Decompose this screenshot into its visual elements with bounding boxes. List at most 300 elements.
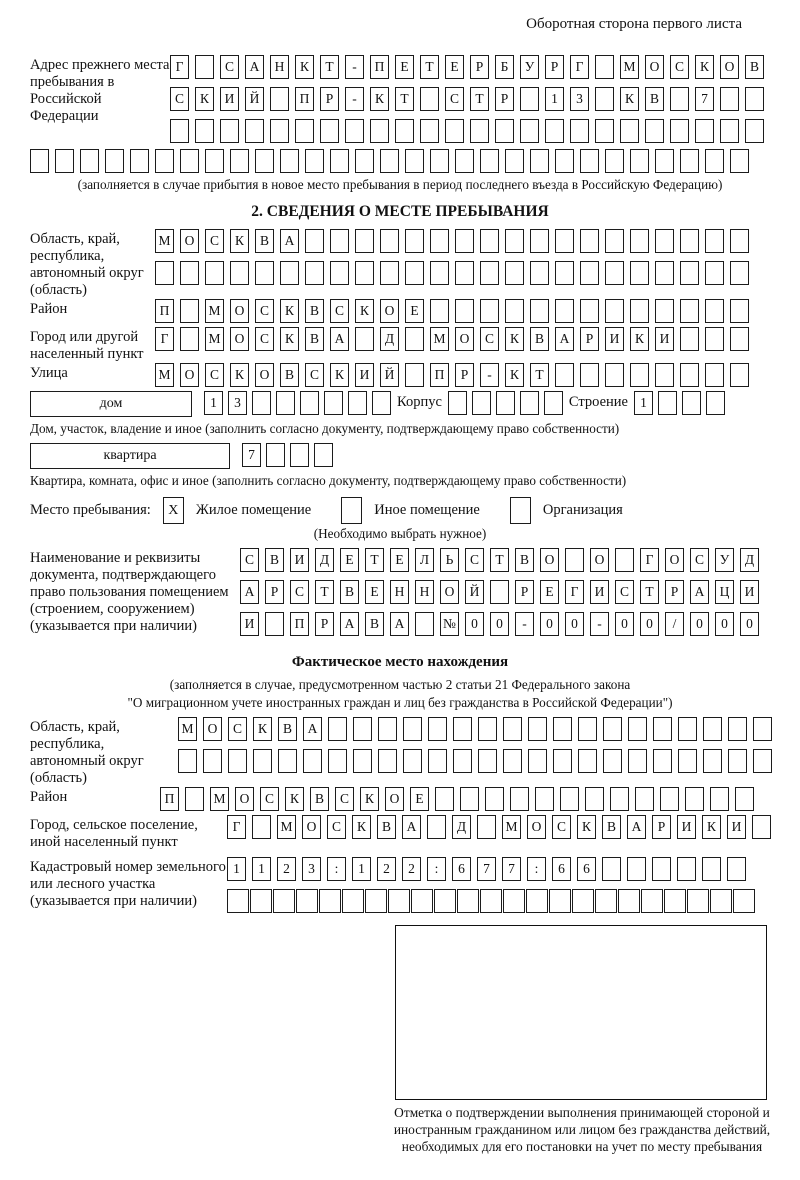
form-cell <box>703 749 722 773</box>
form-cell: И <box>655 327 674 351</box>
form-cell: С <box>690 548 709 572</box>
form-cell: Й <box>380 363 399 387</box>
form-cell: М <box>430 327 449 351</box>
form-cell <box>570 119 589 143</box>
district-row <box>155 299 749 323</box>
form-cell <box>555 149 574 173</box>
korpus-cells <box>448 391 563 415</box>
form-cell: П <box>295 87 314 111</box>
form-cell: Р <box>652 815 671 839</box>
form-cell: / <box>665 612 684 636</box>
street-block <box>30 363 770 391</box>
form-cell <box>528 749 547 773</box>
form-cell <box>273 889 295 913</box>
form-cell <box>485 787 504 811</box>
form-cell: Р <box>580 327 599 351</box>
form-cell <box>680 229 699 253</box>
form-cell <box>378 749 397 773</box>
form-cell <box>155 261 174 285</box>
prev-address-row-1 <box>170 55 764 79</box>
form-cell <box>195 119 214 143</box>
form-cell <box>330 261 349 285</box>
form-cell: К <box>702 815 721 839</box>
form-cell <box>250 889 272 913</box>
form-cell <box>503 749 522 773</box>
region-row-1 <box>155 229 749 253</box>
form-cell <box>680 149 699 173</box>
apartment-note: Квартира, комната, офис и иное (заполнить согласно документу, подтверждающему право собственности) <box>30 473 627 488</box>
form-cell: А <box>555 327 574 351</box>
form-cell: Д <box>315 548 334 572</box>
form-cell <box>578 717 597 741</box>
form-cell: 2 <box>277 857 296 881</box>
city-block <box>30 327 770 363</box>
form-cell: Е <box>365 580 384 604</box>
form-cell <box>276 391 295 415</box>
form-cell <box>195 55 214 79</box>
form-cell: 6 <box>577 857 596 881</box>
form-cell: 0 <box>690 612 709 636</box>
form-cell <box>353 749 372 773</box>
city-label: Город или другой населенный пункт <box>30 329 144 362</box>
form-cell: Ь <box>440 548 459 572</box>
form-cell <box>455 299 474 323</box>
form-cell: А <box>240 580 259 604</box>
form-cell: - <box>345 87 364 111</box>
form-cell: К <box>370 87 389 111</box>
form-cell: Т <box>420 55 439 79</box>
form-cell: С <box>445 87 464 111</box>
district-label: Район <box>30 301 68 317</box>
form-cell <box>720 87 739 111</box>
form-cell <box>580 149 599 173</box>
form-cell <box>430 261 449 285</box>
form-cell: С <box>330 299 349 323</box>
form-cell: 7 <box>242 443 261 467</box>
actual-location-note-2: "О миграционном учете иностранных граждан и лиц без гражданства в Российской Федерации") <box>127 695 673 710</box>
form-cell <box>710 889 732 913</box>
form-cell: К <box>505 363 524 387</box>
form-cell <box>530 299 549 323</box>
document-row-1 <box>240 548 759 572</box>
form-cell: И <box>590 580 609 604</box>
form-cell <box>228 749 247 773</box>
section2-title: 2. СВЕДЕНИЯ О МЕСТЕ ПРЕБЫВАНИЯ <box>251 203 549 220</box>
form-cell: Д <box>740 548 759 572</box>
form-cell <box>477 815 496 839</box>
form-cell: Н <box>415 580 434 604</box>
form-cell: : <box>527 857 546 881</box>
form-cell: 3 <box>570 87 589 111</box>
form-cell <box>328 749 347 773</box>
form-cell: К <box>280 299 299 323</box>
form-cell <box>745 119 764 143</box>
form-cell: М <box>205 299 224 323</box>
form-cell: К <box>330 363 349 387</box>
form-cell: М <box>155 229 174 253</box>
form-cell <box>205 149 224 173</box>
form-cell: Й <box>245 87 264 111</box>
form-cell: Н <box>270 55 289 79</box>
form-cell: К <box>230 229 249 253</box>
region-row-2 <box>155 261 749 285</box>
form-cell: В <box>265 548 284 572</box>
form-cell <box>480 229 499 253</box>
form-cell <box>555 299 574 323</box>
form-cell: 0 <box>540 612 559 636</box>
form-cell: О <box>540 548 559 572</box>
form-cell <box>655 229 674 253</box>
form-cell: Й <box>465 580 484 604</box>
form-cell: У <box>520 55 539 79</box>
form-cell: Д <box>380 327 399 351</box>
street-row <box>155 363 749 387</box>
form-cell: В <box>365 612 384 636</box>
form-cell <box>314 443 333 467</box>
form-cell: Т <box>365 548 384 572</box>
form-cell <box>705 149 724 173</box>
form-cell <box>303 749 322 773</box>
form-cell: А <box>340 612 359 636</box>
form-cell <box>580 229 599 253</box>
form-cell <box>620 119 639 143</box>
stay-type-option-organization: Организация <box>542 502 623 518</box>
form-cell <box>380 149 399 173</box>
form-cell <box>602 857 621 881</box>
form-cell: Е <box>395 55 414 79</box>
form-cell: О <box>665 548 684 572</box>
form-cell <box>505 299 524 323</box>
form-cell: Т <box>530 363 549 387</box>
form-cell <box>480 889 502 913</box>
form-cell <box>378 717 397 741</box>
al-region-label: Область, край, республика, автономный округ (область) <box>30 719 144 786</box>
form-cell: В <box>255 229 274 253</box>
form-cell <box>702 857 721 881</box>
form-cell <box>445 119 464 143</box>
form-cell: 0 <box>465 612 484 636</box>
form-cell: Р <box>495 87 514 111</box>
form-cell <box>535 787 554 811</box>
form-cell: К <box>505 327 524 351</box>
form-cell <box>655 149 674 173</box>
form-cell: Е <box>410 787 429 811</box>
form-cell <box>252 391 271 415</box>
form-cell: Р <box>545 55 564 79</box>
form-cell <box>520 391 539 415</box>
form-cell: С <box>255 327 274 351</box>
form-cell <box>730 299 749 323</box>
form-cell: 2 <box>402 857 421 881</box>
form-cell <box>645 119 664 143</box>
form-cell: С <box>260 787 279 811</box>
apartment-box: квартира <box>30 443 230 469</box>
confirmation-stamp-note: Отметка о подтверждении выполнения принимающей стороной и иностранным гражданином или лицом без гражданства действий, необходимых для его постановки на учет по месту пребывания <box>393 1105 771 1154</box>
form-cell <box>630 229 649 253</box>
form-cell: С <box>240 548 259 572</box>
form-cell: С <box>220 55 239 79</box>
form-cell <box>630 363 649 387</box>
form-cell <box>415 612 434 636</box>
cadastre-grid <box>227 857 755 917</box>
form-cell: С <box>552 815 571 839</box>
form-cell <box>270 87 289 111</box>
form-cell <box>530 149 549 173</box>
form-cell <box>595 119 614 143</box>
form-cell: С <box>327 815 346 839</box>
form-cell <box>505 229 524 253</box>
form-cell: В <box>530 327 549 351</box>
form-cell: 0 <box>565 612 584 636</box>
form-cell: М <box>210 787 229 811</box>
form-cell: А <box>690 580 709 604</box>
form-cell <box>478 749 497 773</box>
form-cell: 0 <box>640 612 659 636</box>
form-cell: Ц <box>715 580 734 604</box>
form-cell <box>615 548 634 572</box>
form-cell: Р <box>470 55 489 79</box>
form-cell: - <box>480 363 499 387</box>
form-cell <box>560 787 579 811</box>
form-cell <box>300 391 319 415</box>
form-cell: О <box>440 580 459 604</box>
prev-address-row-2 <box>170 87 764 111</box>
form-cell <box>455 229 474 253</box>
form-cell <box>130 149 149 173</box>
form-cell <box>503 889 525 913</box>
form-cell: Т <box>395 87 414 111</box>
form-cell <box>355 149 374 173</box>
form-cell <box>245 119 264 143</box>
form-cell <box>480 261 499 285</box>
form-cell <box>630 149 649 173</box>
form-cell: О <box>455 327 474 351</box>
form-cell <box>603 717 622 741</box>
form-cell: 7 <box>695 87 714 111</box>
form-cell <box>380 229 399 253</box>
form-cell <box>503 717 522 741</box>
form-cell: С <box>465 548 484 572</box>
form-cell: К <box>695 55 714 79</box>
form-cell <box>720 119 739 143</box>
form-cell <box>630 261 649 285</box>
form-cell <box>435 787 454 811</box>
form-cell <box>520 119 539 143</box>
form-cell: В <box>305 299 324 323</box>
form-cell <box>728 749 747 773</box>
form-cell <box>453 749 472 773</box>
form-cell <box>370 119 389 143</box>
form-cell <box>170 119 189 143</box>
form-cell: Т <box>490 548 509 572</box>
form-cell <box>595 55 614 79</box>
form-cell <box>510 787 529 811</box>
form-cell: 3 <box>228 391 247 415</box>
form-cell: И <box>727 815 746 839</box>
form-cell: О <box>590 548 609 572</box>
form-cell: Г <box>640 548 659 572</box>
al-city-block <box>30 815 770 851</box>
form-cell <box>745 87 764 111</box>
form-cell: М <box>205 327 224 351</box>
house-note: Дом, участок, владение и иное (заполнить согласно документу, подтверждающему право собственности) <box>30 421 620 436</box>
form-cell: И <box>240 612 259 636</box>
form-cell: В <box>278 717 297 741</box>
apartment-cells <box>242 443 333 467</box>
form-cell: И <box>220 87 239 111</box>
form-cell <box>470 119 489 143</box>
stay-type-note: (Необходимо выбрать нужное) <box>313 526 487 541</box>
form-cell: С <box>615 580 634 604</box>
form-cell: Г <box>227 815 246 839</box>
form-cell <box>549 889 571 913</box>
form-cell <box>290 443 309 467</box>
form-cell <box>578 749 597 773</box>
stay-type-checkbox-organization <box>510 497 531 524</box>
form-cell: В <box>280 363 299 387</box>
form-cell <box>480 149 499 173</box>
prev-address-row-3 <box>170 119 764 143</box>
form-cell <box>641 889 663 913</box>
al-district-block <box>30 787 770 815</box>
form-cell <box>230 149 249 173</box>
form-cell <box>730 363 749 387</box>
form-cell <box>342 889 364 913</box>
form-cell <box>227 889 249 913</box>
form-cell <box>355 261 374 285</box>
form-cell: 0 <box>740 612 759 636</box>
form-cell <box>265 612 284 636</box>
cadastre-row-1 <box>227 857 755 881</box>
form-cell: К <box>360 787 379 811</box>
form-cell: У <box>715 548 734 572</box>
form-cell <box>682 391 701 415</box>
form-cell: Л <box>415 548 434 572</box>
form-cell <box>434 889 456 913</box>
form-cell <box>580 363 599 387</box>
form-cell <box>680 261 699 285</box>
form-cell: Е <box>405 299 424 323</box>
form-cell <box>565 548 584 572</box>
form-cell: М <box>178 717 197 741</box>
form-cell: Т <box>470 87 489 111</box>
form-cell <box>253 749 272 773</box>
street-label: Улица <box>30 365 68 381</box>
form-cell: О <box>230 327 249 351</box>
form-cell <box>430 229 449 253</box>
form-cell: Б <box>495 55 514 79</box>
stay-type-option-other: Иное помещение <box>374 502 480 518</box>
form-cell <box>544 391 563 415</box>
form-cell: В <box>602 815 621 839</box>
al-region-block <box>30 717 770 787</box>
form-cell <box>660 787 679 811</box>
korpus-label: Корпус <box>397 394 442 410</box>
form-cell <box>520 87 539 111</box>
form-cell: К <box>285 787 304 811</box>
actual-location-title: Фактическое место нахождения <box>291 654 509 670</box>
form-cell <box>630 299 649 323</box>
stay-type-row <box>30 497 770 524</box>
form-cell <box>553 717 572 741</box>
prev-address-grid <box>170 55 764 147</box>
form-cell: К <box>253 717 272 741</box>
form-cell <box>705 363 724 387</box>
form-cell: К <box>280 327 299 351</box>
form-cell <box>553 749 572 773</box>
form-cell: Е <box>445 55 464 79</box>
al-region-row-1 <box>178 717 772 741</box>
form-cell: А <box>330 327 349 351</box>
form-cell <box>319 889 341 913</box>
form-cell: С <box>670 55 689 79</box>
form-cell <box>655 363 674 387</box>
form-cell: 6 <box>552 857 571 881</box>
form-cell <box>670 87 689 111</box>
form-cell <box>658 391 677 415</box>
form-cell <box>730 229 749 253</box>
form-cell <box>296 889 318 913</box>
form-cell <box>655 261 674 285</box>
form-cell: 1 <box>352 857 371 881</box>
form-cell: В <box>645 87 664 111</box>
form-cell <box>428 717 447 741</box>
form-cell <box>405 149 424 173</box>
stroenie-cells <box>634 391 725 415</box>
form-cell <box>55 149 74 173</box>
al-city-label: Город, сельское поселение, иной населенный пункт <box>30 817 198 850</box>
form-cell <box>730 149 749 173</box>
form-cell <box>80 149 99 173</box>
form-cell: О <box>230 299 249 323</box>
form-cell <box>255 149 274 173</box>
form-cell: Р <box>455 363 474 387</box>
form-cell: Р <box>320 87 339 111</box>
form-cell: К <box>230 363 249 387</box>
form-cell <box>555 261 574 285</box>
form-cell: И <box>605 327 624 351</box>
form-cell <box>405 261 424 285</box>
form-cell: К <box>630 327 649 351</box>
page-corner-note: Оборотная сторона первого листа <box>526 16 742 32</box>
form-cell <box>580 299 599 323</box>
form-cell <box>505 149 524 173</box>
form-cell: Г <box>570 55 589 79</box>
form-cell <box>448 391 467 415</box>
form-cell <box>365 889 387 913</box>
form-cell <box>528 717 547 741</box>
form-cell <box>180 327 199 351</box>
form-cell: П <box>290 612 309 636</box>
form-cell: А <box>390 612 409 636</box>
form-cell <box>355 327 374 351</box>
form-cell <box>496 391 515 415</box>
city-row <box>155 327 749 351</box>
form-cell <box>670 119 689 143</box>
form-cell <box>555 363 574 387</box>
form-cell: 7 <box>477 857 496 881</box>
form-cell <box>735 787 754 811</box>
form-cell <box>353 717 372 741</box>
form-cell <box>252 815 271 839</box>
form-cell: А <box>402 815 421 839</box>
form-cell <box>655 299 674 323</box>
form-cell: С <box>480 327 499 351</box>
form-cell <box>278 749 297 773</box>
form-cell <box>677 857 696 881</box>
form-cell: Р <box>665 580 684 604</box>
form-cell: О <box>180 229 199 253</box>
